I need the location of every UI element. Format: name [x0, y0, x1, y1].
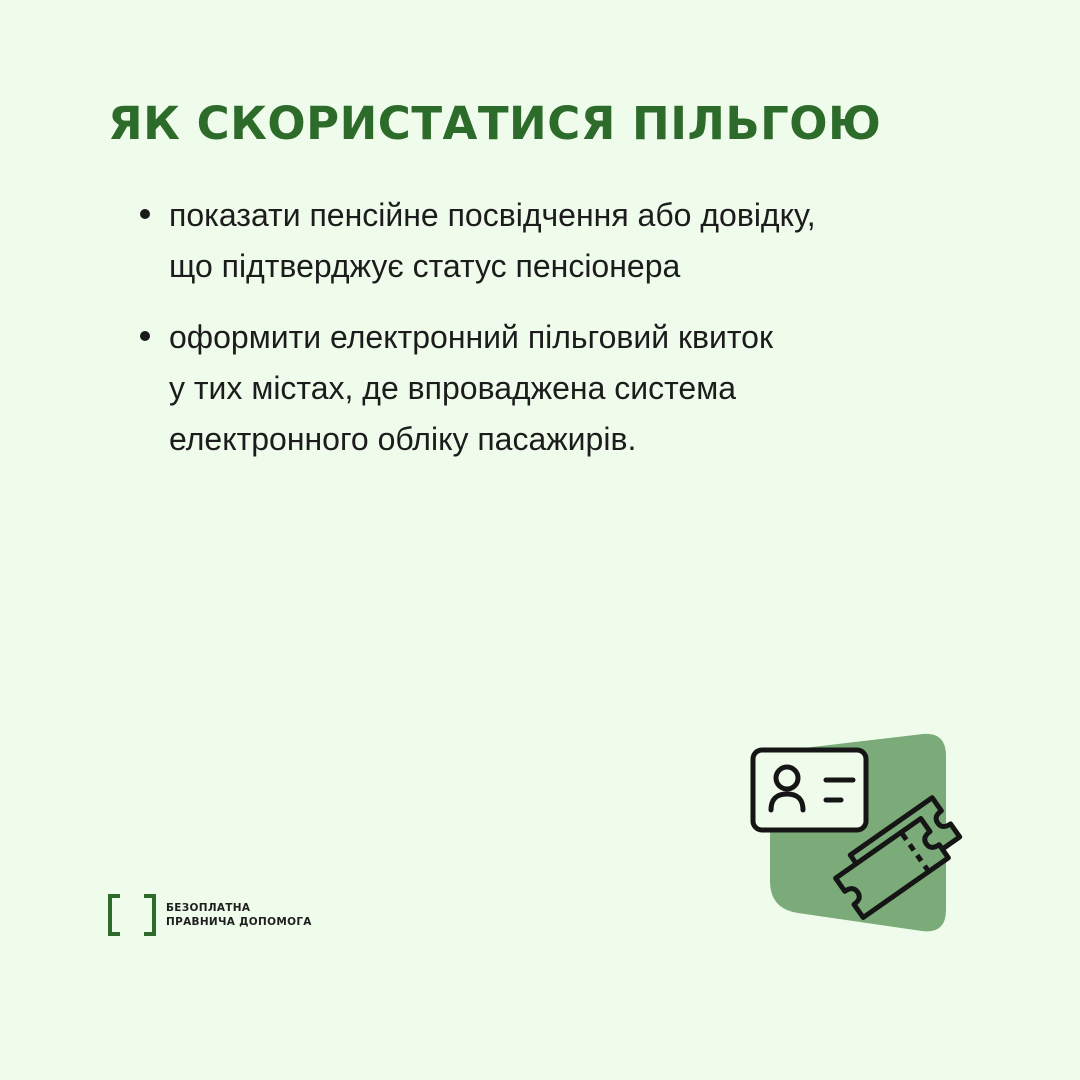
bullet-line: електронного обліку пасажирів.: [169, 421, 637, 457]
bullet-line: оформити електронний пільговий квиток: [169, 319, 773, 355]
bullet-line: у тих містах, де впроваджена система: [169, 370, 737, 406]
id-card-and-ticket-illustration: [740, 730, 980, 940]
organization-logo: [108, 894, 312, 936]
logo-line-1: БЕЗОПЛАТНА: [166, 902, 251, 914]
bullet-line: показати пенсійне посвідчення або довідку,: [169, 197, 816, 233]
bracket-logo-icon: [108, 894, 156, 936]
bullet-dot: [140, 209, 150, 219]
list-item: [138, 312, 958, 465]
bullet-dot: [140, 331, 150, 341]
bullet-list: [138, 190, 958, 485]
bullet-line: що підтверджує статус пенсіонера: [169, 248, 681, 284]
list-item: [138, 190, 958, 292]
id-card-icon: [753, 750, 866, 830]
logo-text: [166, 901, 312, 929]
page-title: ЯК СКОРИСТАТИСЯ ПІЛЬГОЮ: [108, 97, 882, 150]
logo-line-2: ПРАВНИЧА ДОПОМОГА: [166, 916, 312, 928]
